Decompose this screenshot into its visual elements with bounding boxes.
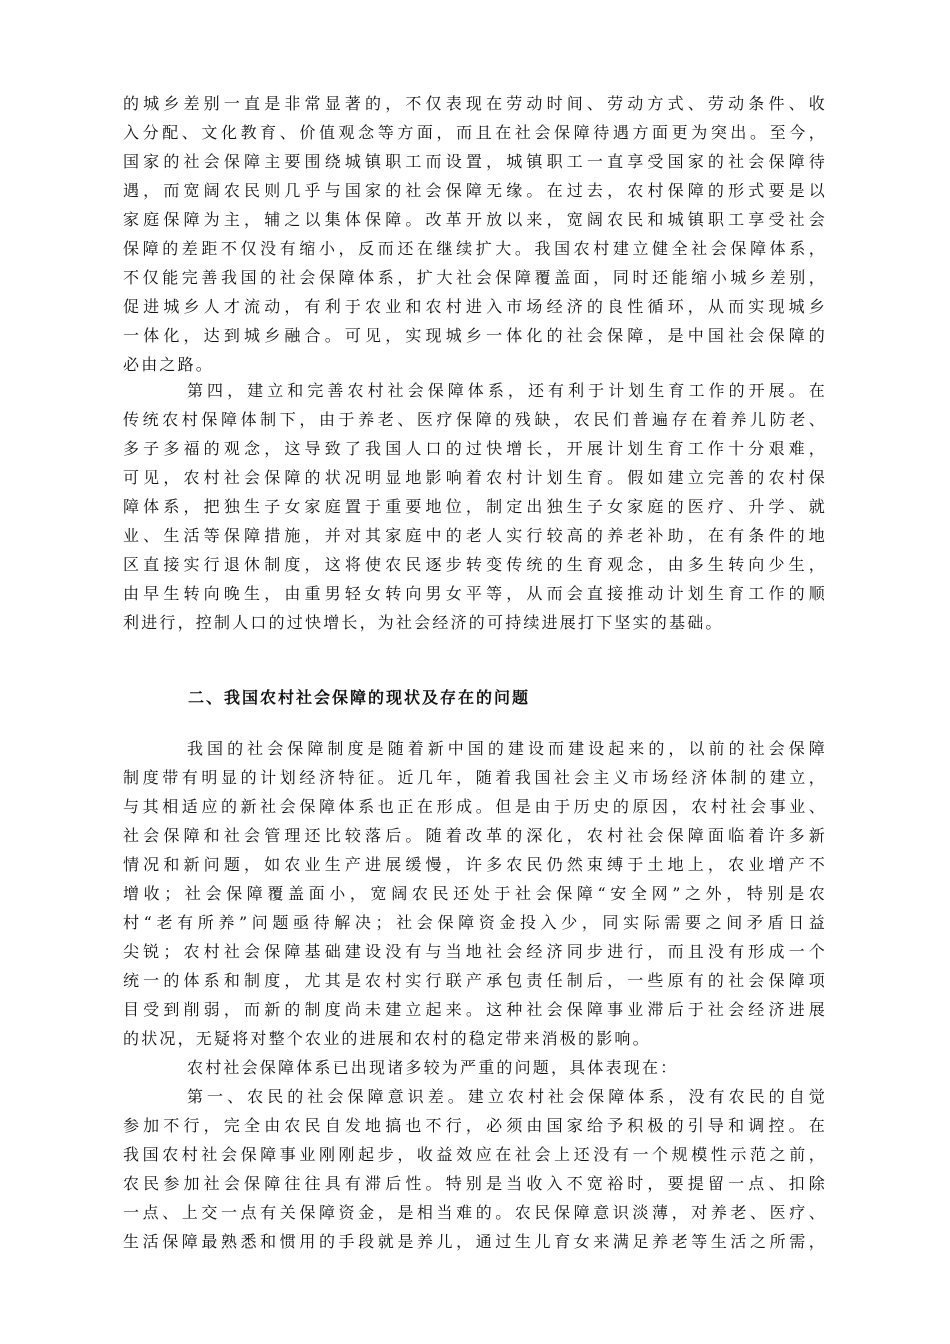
text-line: 不仅能完善我国的社会保障体系，扩大社会保障覆盖面，同时还能缩小城乡差别， [123, 268, 827, 287]
text-line: 促进城乡人才流动，有利于农业和农村进入市场经济的良性循环，从而实现城乡 [123, 297, 827, 316]
text-line: 多子多福的观念，这导致了我国人口的过快增长，开展计划生育工作十分艰难， [123, 439, 827, 458]
paragraph-problems-intro [123, 1053, 827, 1082]
text-line: 我国农村社会保障事业刚刚起步，收益效应在社会上还没有一个规模性示范之前， [123, 1145, 827, 1164]
text-line: 一体化，达到城乡融合。可见，实现城乡一体化的社会保障，是中国社会保障的 [123, 326, 827, 345]
paragraph-continuation [123, 89, 827, 379]
text-line: 入分配、文化教育、价值观念等方面，而且在社会保障待遇方面更为突出。至今， [123, 123, 827, 142]
text-line: 一点、上交一点有关保障资金，是相当难的。农民保障意识淡薄，对养老、医疗、 [123, 1203, 827, 1222]
text-line: 生活保障最熟悉和惯用的手段就是养儿，通过生儿育女来满足养老等生活之所需， [123, 1232, 827, 1251]
text-line: 家庭保障为主，辅之以集体保障。改革开放以来，宽阔农民和城镇职工享受社会 [123, 210, 827, 229]
text-line: 区直接实行退休制度，这将使农民逐步转变传统的生育观念，由多生转向少生， [123, 555, 827, 574]
paragraph-fourth [123, 376, 827, 637]
text-line: 我国的社会保障制度是随着新中国的建设而建设起来的，以前的社会保障 [187, 739, 827, 758]
text-line: 障体系，把独生子女家庭置于重要地位，制定出独生子女家庭的医疗、升学、就 [123, 497, 827, 516]
text-line: 利进行，控制人口的过快增长，为社会经济的可持续进展打下坚实的基础。 [123, 613, 724, 632]
section-heading: 二、我国农村社会保障的现状及存在的问题 [188, 688, 531, 707]
text-line: 制度带有明显的计划经济特征。近几年，随着我国社会主义市场经济体制的建立， [123, 768, 827, 787]
text-line: 遇，而宽阔农民则几乎与国家的社会保障无缘。在过去，农村保障的形式要是以 [123, 181, 827, 200]
text-line: 第一、农民的社会保障意识差。建立农村社会保障体系，没有农民的自觉 [187, 1087, 827, 1106]
paragraph-status [123, 734, 827, 1053]
text-line: 农村社会保障体系已出现诸多较为严重的问题，具体表现在： [187, 1058, 679, 1077]
text-line: 增收；社会保障覆盖面小，宽阔农民还处于社会保障“安全网”之外，特别是农 [123, 884, 827, 903]
text-line: 社会保障和社会管理还比较落后。随着改革的深化，农村社会保障面临着许多新 [123, 826, 827, 845]
text-line: 国家的社会保障主要围绕城镇职工而设置，城镇职工一直享受国家的社会保障待 [123, 152, 827, 171]
text-line: 尖锐；农村社会保障基础建设没有与当地社会经济同步进行，而且没有形成一个 [123, 942, 827, 961]
text-line: 保障的差距不仅没有缩小，反而还在继续扩大。我国农村建立健全社会保障体系， [123, 239, 827, 258]
text-line: 村“老有所养”问题亟待解决；社会保障资金投入少，同实际需要之间矛盾日益 [123, 913, 827, 932]
text-line: 由早生转向晚生，由重男轻女转向男女平等，从而会直接推动计划生育工作的顺 [123, 584, 827, 603]
text-line: 参加不行，完全由农民自发地搞也不行，必须由国家给予积极的引导和调控。在 [123, 1116, 827, 1135]
text-line: 业、生活等保障措施，并对其家庭中的老人实行较高的养老补助，在有条件的地 [123, 526, 827, 545]
text-line: 第四，建立和完善农村社会保障体系，还有利于计划生育工作的开展。在 [187, 381, 827, 400]
text-line: 可见，农村社会保障的状况明显地影响着农村计划生育。假如建立完善的农村保 [123, 468, 827, 487]
text-line: 目受到削弱，而新的制度尚未建立起来。这种社会保障事业滞后于社会经济进展 [123, 1000, 827, 1019]
text-line: 情况和新问题，如农业生产进展缓慢，许多农民仍然束缚于土地上，农业增产不 [123, 855, 827, 874]
paragraph-first [123, 1082, 827, 1256]
text-line: 的城乡差别一直是非常显著的，不仅表现在劳动时间、劳动方式、劳动条件、收 [123, 94, 827, 113]
text-line: 的状况，无疑将对整个农业的进展和农村的稳定带来消极的影响。 [123, 1029, 651, 1048]
text-line: 必由之路。 [123, 355, 215, 374]
text-line: 统一的体系和制度，尤其是农村实行联产承包责任制后，一些原有的社会保障项 [123, 971, 827, 990]
text-line: 农民参加社会保障往往具有滞后性。特别是当收入不宽裕时，要提留一点、扣除 [123, 1174, 827, 1193]
text-line: 传统农村保障体制下，由于养老、医疗保障的残缺，农民们普遍存在着养儿防老、 [123, 410, 827, 429]
text-line: 与其相适应的新社会保障体系也正在形成。但是由于历史的原因，农村社会事业、 [123, 797, 827, 816]
